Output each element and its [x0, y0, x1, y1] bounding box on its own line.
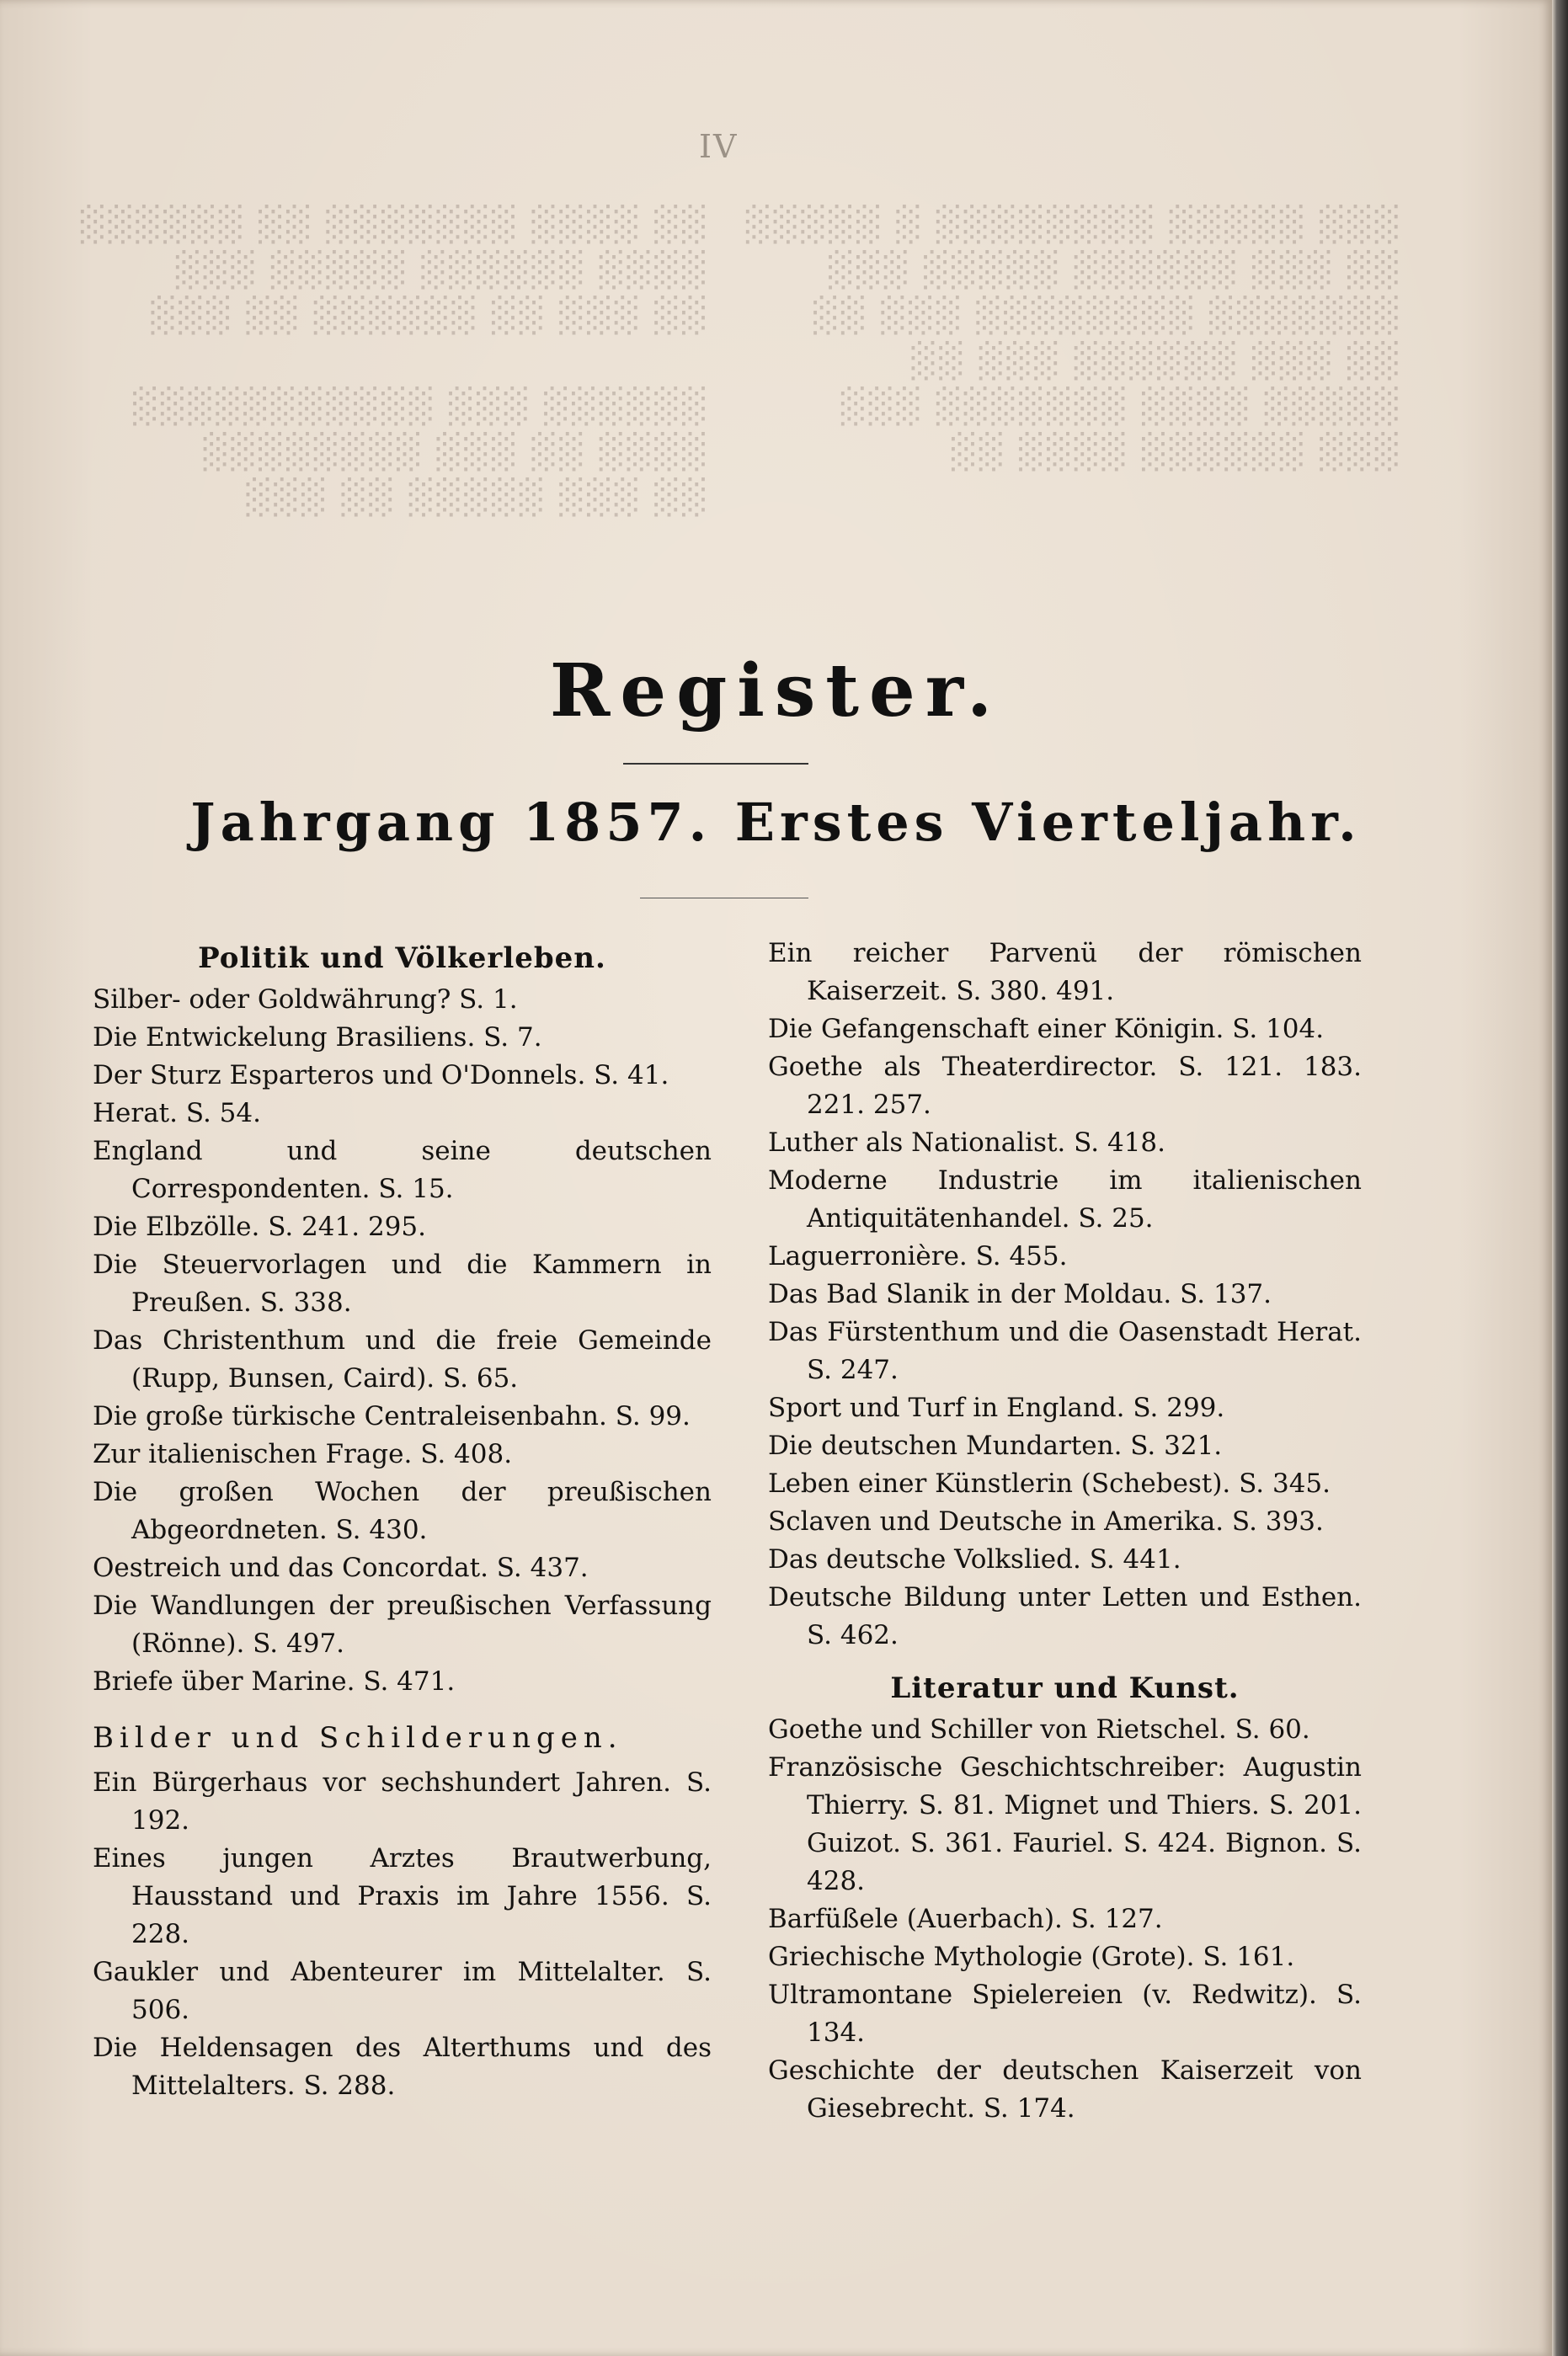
index-entry: Das Bad Slanik in der Moldau. S. 137.	[768, 1279, 1272, 1309]
index-entry: Die deutschen Mundarten. S. 321.	[768, 1431, 1223, 1461]
index-entry: Leben einer Künstlerin (Schebest). S. 345.	[768, 1469, 1331, 1499]
index-entry: Herat. S. 54.	[93, 1098, 261, 1128]
page-title: Register.	[549, 648, 1003, 733]
index-entry: England und seine deutschen Correspondenten. S. 15.	[93, 1136, 712, 1204]
index-entry: Die Wandlungen der preußischen Verfassung (Rönne). S. 497.	[93, 1591, 712, 1659]
index-entry: Die Heldensagen des Alterthums und des Mittelalters. S. 288.	[93, 2033, 712, 2101]
index-entry: Die Entwickelung Brasiliens. S. 7.	[93, 1022, 542, 1053]
index-entry: Laguerronière. S. 455.	[768, 1241, 1068, 1271]
title-rule	[623, 763, 808, 765]
index-entry: Französische Geschichtschreiber: Augustin Thierry. S. 81. Mignet und Thiers. S. 201. Guizot. S. 361. Fauriel. S. 424. Bignon. S. 428.	[768, 1752, 1362, 1896]
section-heading-politik: Politik und Völkerleben.	[198, 941, 606, 975]
right-column	[768, 935, 1362, 2128]
index-entry: Die Gefangenschaft einer Königin. S. 104.	[768, 1014, 1325, 1044]
left-column	[93, 935, 712, 2105]
index-entry: Ultramontane Spielereien (v. Redwitz). S. 134.	[768, 1980, 1362, 2048]
index-entry: Goethe und Schiller von Rietschel. S. 60.	[768, 1714, 1310, 1745]
index-entry: Moderne Industrie im italienischen Antiquitätenhandel. S. 25.	[768, 1165, 1362, 1234]
index-entry: Ein Bürgerhaus vor sechshundert Jahren. S. 192.	[93, 1767, 712, 1836]
index-entry: Zur italienischen Frage. S. 408.	[93, 1439, 513, 1469]
index-entry: Silber- oder Goldwährung? S. 1.	[93, 984, 518, 1015]
index-entry: Ein reicher Parvenü der römischen Kaiserzeit. S. 380. 491.	[768, 938, 1362, 1006]
index-entry: Die große türkische Centraleisenbahn. S. 99.	[93, 1401, 691, 1431]
section-heading-bilder: Bilder und Schilderungen.	[93, 1721, 623, 1755]
section-heading-literatur: Literatur und Kunst.	[890, 1671, 1240, 1705]
index-entry: Barfüßele (Auerbach). S. 127.	[768, 1904, 1163, 1934]
index-entry: Das Fürstenthum und die Oasenstadt Herat. S. 247.	[768, 1317, 1362, 1385]
index-entry: Oestreich und das Concordat. S. 437.	[93, 1553, 589, 1583]
page-folio: IV	[699, 128, 739, 165]
index-entry: Deutsche Bildung unter Letten und Esthen. S. 462.	[768, 1582, 1362, 1650]
bleed-through-right: ░░░ ░░░░░ ░░░░░░░░ ░ ░░░░░ ░░ ░░░ ░░░░░░ ░░░░░ ░░░ ░░░░░░░ ░░░░░░░░ ░░░ ░░ ░░ ░░░ ░░░░░░ ░░░ ░░ ░░░░░ ░░░░ ░░░░░░░ ░░░ ░░░ ░░░░░░ ░░░░ ░░	[741, 205, 1398, 472]
index-entry: Geschichte der deutschen Kaiserzeit von Giesebrecht. S. 174.	[768, 2055, 1362, 2124]
index-entry: Sclaven und Deutsche in Amerika. S. 393.	[768, 1506, 1324, 1537]
index-entry: Die Steuervorlagen und die Kammern in Preußen. S. 338.	[93, 1250, 712, 1318]
index-entry: Sport und Turf in England. S. 299.	[768, 1393, 1225, 1423]
book-edge-shadow	[1552, 0, 1568, 2356]
index-entry: Das Christenthum und die freie Gemeinde (Rupp, Bunsen, Caird). S. 65.	[93, 1325, 712, 1394]
index-entry: Eines jungen Arztes Brautwerbung, Hausstand und Praxis im Jahre 1556. S. 228.	[93, 1843, 712, 1949]
index-entry: Das deutsche Volkslied. S. 441.	[768, 1544, 1181, 1575]
index-entry: Die Elbzölle. S. 241. 295.	[93, 1212, 426, 1242]
index-entry: Griechische Mythologie (Grote). S. 161.	[768, 1942, 1295, 1972]
index-entry: Gaukler und Abenteurer im Mittelalter. S. 506.	[93, 1957, 712, 2025]
index-entry: Luther als Nationalist. S. 418.	[768, 1127, 1166, 1158]
index-entry: Die großen Wochen der preußischen Abgeordneten. S. 430.	[93, 1477, 712, 1545]
page-subtitle: Jahrgang 1857. Erstes Vierteljahr.	[190, 792, 1362, 853]
index-entry: Briefe über Marine. S. 471.	[93, 1666, 456, 1697]
index-entry: Der Sturz Esparteros und O'Donnels. S. 41.	[93, 1060, 669, 1090]
bleed-through-left: ░░ ░░░░ ░░░░░░░ ░░ ░░░░░░ ░░░░ ░░░░░░ ░░░░░ ░░░ ░░ ░░░ ░░ ░░░░░░ ░░ ░░░ ░░░░░░ ░░░ ░░░░░░░░░░░ ░░░░ ░░ ░░░ ░░░░░░░░ ░░ ░░░ ░░░░░ ░░ ░░░	[76, 205, 705, 517]
index-entry: Goethe als Theaterdirector. S. 121. 183. 221. 257.	[768, 1052, 1362, 1120]
